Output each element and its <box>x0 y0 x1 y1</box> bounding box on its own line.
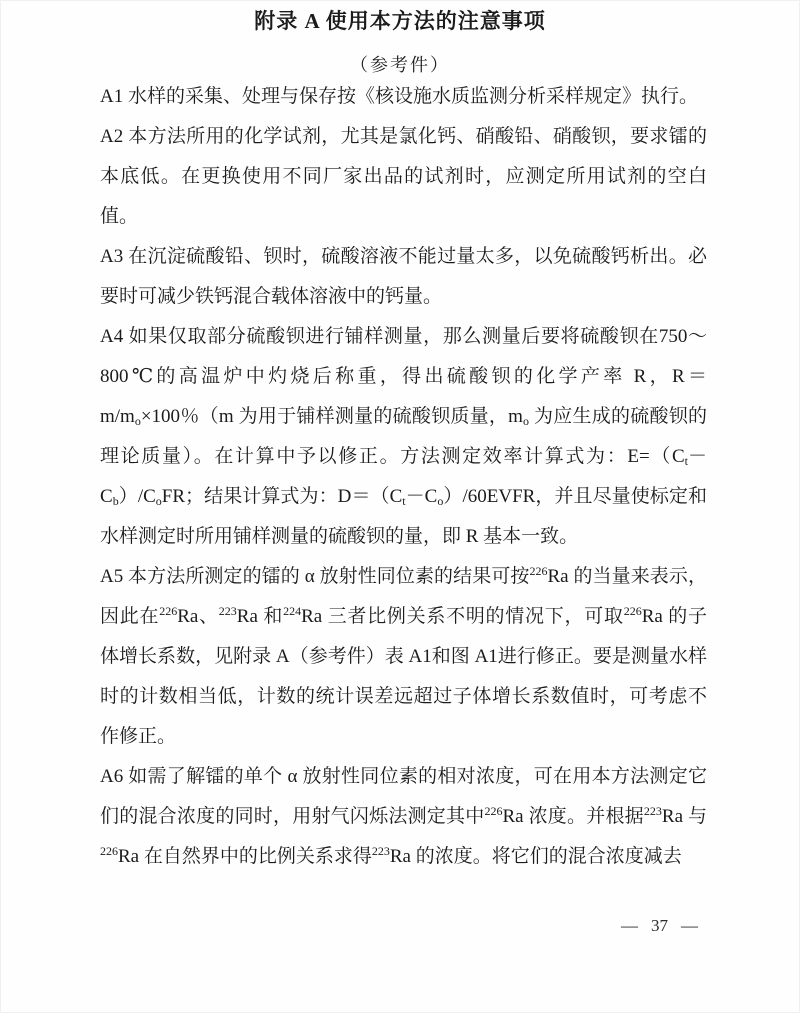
paragraph-a6: A6 如需了解镭的单个 α 放射性同位素的相对浓度，可在用本方法测定它们的混合浓度的同时，用射气闪烁法测定其中$^{226}$Ra 浓度。并根据$^{223}$Ra 与$^{226}$Ra 在自然界中的比例关系求得$^{223}$Ra 的浓度。将它们的混合浓度减去 <box>100 766 708 867</box>
paragraph-a2: A2 本方法所用的化学试剂，尤其是氯化钙、硝酸铅、硝酸钡，要求镭的本底低。在更换使用不同厂家出品的试剂时，应测定所用试剂的空白值。 <box>100 126 707 227</box>
paragraph-a4: A4 如果仅取部分硫酸钡进行铺样测量，那么测量后要将硫酸钡在750～800℃的高温炉中灼烧后称重，得出硫酸钡的化学产率 R，$R=m/m_o\times 100$％（m 为用于铺样测量的硫酸钡质量，$m_o$ 为应生成的硫酸钡的理论质量）。在计算中予以修正。方法测定效率计算式为：$E=(C_t-C_b)/C_oFR$；结果计算式为：$D=(C_t-C_o)/60EVFR$，并且尽量使标定和水样测定时所用铺样测量的硫酸钡的量，即 R 基本一致。 <box>100 326 707 547</box>
page-title: 附录 A 使用本方法的注意事项 <box>254 9 546 33</box>
paragraph-a5: A5 本方法所测定的镭的 α 放射性同位素的结果可按$^{226}$Ra 的当量来表示，因此在$^{226}$Ra、$^{223}$Ra 和$^{224}$Ra 三者比例关系不明的情况下，可取$^{226}$Ra 的子体增长系数，见附录 A（参考件）表 A1和图 A1进行修正。要是测量水样时的计数相当低，计数的统计误差远超过子体增长系数值时，可考虑不作修正。 <box>100 564 708 747</box>
document-body <box>100 77 707 877</box>
footer-right-dash: — <box>681 916 698 935</box>
page-number: 37 <box>651 916 668 935</box>
paragraph-a3: A3 在沉淀硫酸铅、钡时，硫酸溶液不能过量太多，以免硫酸钙析出。必要时可减少铁钙混合载体溶液中的钙量。 <box>100 246 707 307</box>
page-footer <box>621 916 698 936</box>
footer-left-dash: — <box>621 916 638 935</box>
page-subtitle: （参考件） <box>350 55 450 75</box>
paragraph-a1: A1 水样的采集、处理与保存按《核设施水质监测分析采样规定》执行。 <box>100 86 698 107</box>
